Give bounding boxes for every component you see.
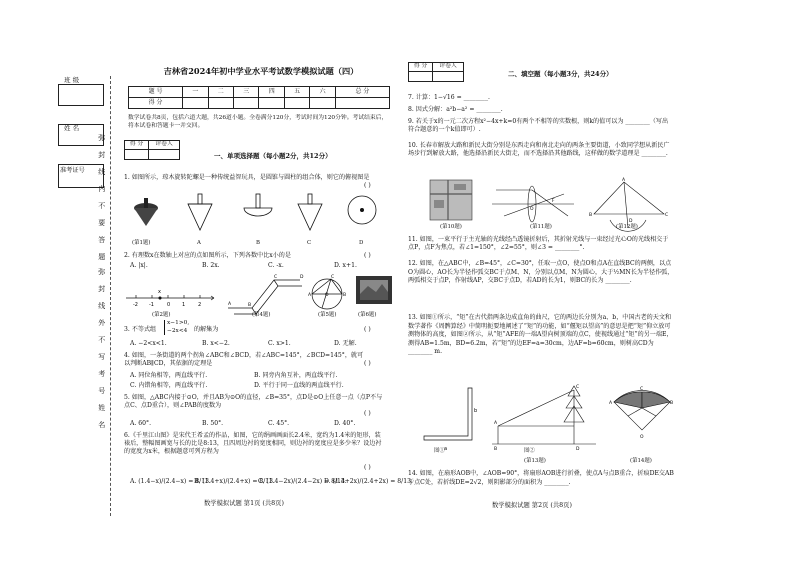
tree-measure-figure [492,386,596,444]
svg-text:0: 0 [167,302,171,308]
binding-sidebar [52,76,116,516]
q6-option-a: A. (1.4−x)/(2.4−x) = 8/13. [130,478,211,485]
question-7: 7. 计算：1−√16 = ________. [408,94,490,101]
sector-figure [614,391,670,430]
q3-option-c: C. x>1. [268,340,291,347]
fig-label: (第13题) [524,458,546,464]
grader-name-label: 评卷人 [149,141,180,150]
svg-text:x: x [158,289,161,295]
score-cell[interactable] [259,98,284,109]
fig-label: (第12题) [616,224,638,230]
q2-option-b: B. 2x. [202,262,220,269]
svg-text:A: A [609,401,613,406]
fig-label: (第4题) [252,312,271,318]
question-8: 8. 因式分解：a²b−a² = ________. [408,106,503,113]
svg-text:C: C [331,275,335,280]
option-b-figure [244,194,272,216]
grader-name-cell[interactable] [149,150,180,160]
q3-option-b: B. x<−2. [202,340,230,347]
svg-text:A: A [308,293,312,298]
fig-label: 图① [434,448,445,454]
q5-option-d: D. 40°. [334,420,356,427]
q5-option-a: A. 60°. [130,420,152,427]
score-header: 总 分 [335,87,389,98]
svg-text:B: B [343,293,347,298]
seal-text-outer: 弥封线外不写考号姓名 [97,268,106,438]
lens-figure [492,186,574,222]
grader-box [124,140,180,160]
q5-option-c: C. 45°. [268,420,290,427]
fig-label: (第14题) [630,458,652,464]
grader-score-label: 得 分 [409,63,433,72]
q6-option-d: D. (1.4+2x)/(2.4+2x) = 8/13. [324,478,413,485]
exam-no-label: 准考证号 [60,167,85,174]
question-1: 1. 如图所示，琼木旋转陀螺是一种传统益智玩具，是圆锥与圆柱的组合体，则它的俯视图是 [124,174,370,181]
page-2 [404,62,676,512]
score-header: 题 号 [129,87,183,98]
option-label-a: A [197,240,201,246]
svg-text:O: O [640,435,644,440]
street-corner-figure [228,280,302,314]
score-table [128,86,390,109]
question-3: 3. 不等式组 [124,326,157,333]
question-6: 6.《千里江山图》是宋代王希孟的作品，如图，它的绢画画面长2.4米，宽约为1.4米的矩形，装裱后，整幅图画宽与长的比是8:13，且四周边衬的宽度相同，则边衬的宽度应是多少米？设边衬的宽度为x米，根据题意可列方程为 [124,432,382,456]
question-10: 10. 长春市解放大路和新民大街分别是东西走向和南北走向的两条主要街道，小致同学想从新民广场步行到解放大路，他选择沿新民大街走，而不选择沿其他路线，这样做的数学道理是 ________. [408,142,670,158]
svg-text:B: B [589,213,593,218]
answer-paren: ( ) [364,360,371,367]
fig-label: (第1题) [132,240,151,246]
question-9: 9. 若关于x的一元二次方程x²−4x+k=0有两个不相等的实数根，则k的值可以为 ________（写出符合题意的一个k值即可）. [408,118,669,133]
page-footer: 数学模拟试题 第2页 (共8页) [492,502,572,509]
svg-text:B: B [670,401,674,406]
q3-system [164,320,189,335]
question-11: 11. 如图，一束平行于主光轴的光线经凸透镜折射后，其折射光线与一束经过光心O的光线相交于点P，点F为焦点，若∠1=150°，∠2=55°，则∠3 = ________°. [408,236,669,251]
question-14: 14. 如图，在扇形AOB中，∠AOB=90°，将扇形AOB进行折叠，使点A与点B重合，折痕DE交AB于点C处，若折线DE=2√2，则阴影部分的面积为 ________. [408,470,674,486]
score-row-label: 得 分 [129,98,183,109]
grader-name-cell[interactable] [433,72,464,82]
grader-name-label: 评卷人 [433,63,464,72]
svg-text:B: B [248,303,252,308]
svg-text:F: F [552,199,555,204]
option-label-c: C [307,240,312,246]
seal-line [110,76,111,516]
q3-suffix: 的解集为 [194,326,219,333]
svg-text:b: b [474,408,478,414]
seal-text: 弥封线内不要答题 [97,134,106,270]
svg-text:O: O [530,207,534,212]
fig-label: (第10题) [440,224,462,230]
score-cell[interactable] [208,98,233,109]
svg-text:1: 1 [182,302,186,308]
intro-text: 数学试卷共8页，包括六道大题，共26道小题。全卷满分120分，考试时间为120分钟。考试结束后，将本试卷和答题卡一并交回。 [128,115,388,130]
score-header: 四 [259,87,284,98]
answer-paren: ( ) [364,252,371,259]
answer-paren: ( ) [364,410,371,417]
page-1 [118,60,413,510]
score-cell[interactable] [234,98,259,109]
street-map-figure [430,180,472,220]
score-header: 三 [234,87,259,98]
name-label: 姓 名 [64,124,80,132]
q3-ineq-1: x−1>0, [167,320,190,326]
svg-text:C: C [274,275,278,280]
question-2: 2. 有理数x在数轴上对应的点如图所示，下列各数中比x小的是 [124,252,291,259]
score-header: 二 [208,87,233,98]
score-header: 五 [284,87,309,98]
page-title: 吉林省2024年初中学业水平考试数学模拟试题（四） [163,66,359,76]
fig-label: (第11题) [530,224,552,230]
q2-option-c: C. -x. [268,262,284,269]
svg-text:-2: -2 [133,302,138,308]
score-header: 六 [310,87,335,98]
painting-figure [356,276,392,304]
class-field[interactable] [58,84,104,106]
question-13: 13. 如图①所示，“矩”在古代指两条边成直角的曲尺，它的两边长分别为a、b，中国古老的天文和数学著作《周髀算经》中简明扼要地阐述了“矩”的功能，如“偃矩以望高”的意思是把“矩”仰立放可测物体的高度，如图②所示，从“矩”AFE的一端A望向树顶端的点C，使视线通过“矩”的另一端E，测得AB=1.5m，BD=6.2m，若“矩”的边EF=a=30cm，边AF=b=60cm，则树高CD为 ________ m. [408,314,673,356]
q2-option-a: A. |x|. [130,262,148,269]
answer-paren: ( ) [364,182,371,189]
fig-label: 图② [524,448,535,454]
option-d-figure [348,196,376,224]
svg-text:C: C [665,213,669,218]
q6-option-b: B. (1.4+x)/(2.4+x) = 8/13. [194,478,275,485]
svg-text:D: D [300,275,304,280]
fig-label: (第6题) [358,312,377,318]
score-cell[interactable] [183,98,208,109]
svg-text:A: A [494,421,498,426]
grader-score-cell[interactable] [409,72,433,82]
option-label-d: D [359,240,364,246]
svg-text:a: a [444,446,448,452]
q3-option-d: D. 无解. [334,340,357,347]
grader-box [408,62,464,82]
q13-q14-figures [418,382,674,462]
question-4: 4. 如图，一条街道的两个拐角∠ABC和∠BCD，若∠ABC=145°，∠BCD=145°，就可以判断AB∥CD，其依据的定理是 [124,352,364,367]
page-footer: 数学模拟试题 第1页 (共8页) [204,500,284,507]
q4-option-a: A. 同位角相等，两直线平行. [130,372,208,379]
option-label-b: B [256,240,260,246]
q4-option-c: C. 内错角相等，两直线平行. [130,382,208,389]
q4-option-b: B. 同旁内角互补，两直线平行. [254,372,338,379]
svg-text:A: A [622,178,626,183]
fig-label: (第5题) [318,312,337,318]
class-label: 班 级 [64,76,80,84]
svg-text:B: B [494,447,498,452]
q5-option-b: B. 50°. [202,420,224,427]
number-line [126,295,214,300]
svg-text:D: D [576,447,580,452]
svg-text:-1: -1 [149,302,154,308]
score-cell[interactable] [335,98,389,109]
q2-option-d: D. x+1. [334,262,357,269]
grader-score-cell[interactable] [125,150,149,160]
score-cell[interactable] [310,98,335,109]
score-header: 一 [183,87,208,98]
q6-option-c: C. (1.4−2x)/(2.4−2x) = 8/13. [258,478,347,485]
spinning-top-photo [134,198,158,226]
section-2-title: 二、填空题（每小题3分，共24分） [508,70,613,78]
answer-paren: ( ) [364,326,371,333]
svg-text:D: D [629,219,633,224]
svg-text:C: C [576,385,580,390]
grader-score-label: 得 分 [125,141,149,150]
q3-ineq-2: −2x<4 [167,327,188,334]
option-a-figure [188,194,212,230]
answer-paren: ( ) [364,464,371,471]
svg-text:2: 2 [198,302,202,308]
svg-text:C: C [640,387,644,392]
fig-label: (第2题) [152,312,171,318]
svg-text:A: A [228,302,232,307]
carpenter-square-figure [424,388,472,440]
svg-text:O: O [325,293,329,298]
question-12: 12. 如图，在△ABC中，∠B=45°，∠C=30°，任取一点O，使点O和点A在直线BC的两侧，以点O为圆心，AO长为半径作弧交BC于点M、N，分别以点M、N为圆心，大于½MN长为半径作弧，两弧相交于点P，作射线AP，交BC于点D，若AD的长为1，则BC的长为 ________. [408,260,674,285]
score-cell[interactable] [284,98,309,109]
section-1-title: 一、单项选择题（每小题2分，共12分） [214,152,332,160]
q4-option-d: D. 平行于同一直线的两直线平行. [254,382,344,389]
question-5: 5. 如图，△ABC内接于⊙O，并且AB为⊙O的直径，∠B=35°，点D是⊙O上任意一点（点P不与点C、点D重合），则∠PAB的度数为 [124,394,383,409]
option-c-figure [298,194,322,230]
q3-option-a: A. −2<x<1. [130,340,167,347]
